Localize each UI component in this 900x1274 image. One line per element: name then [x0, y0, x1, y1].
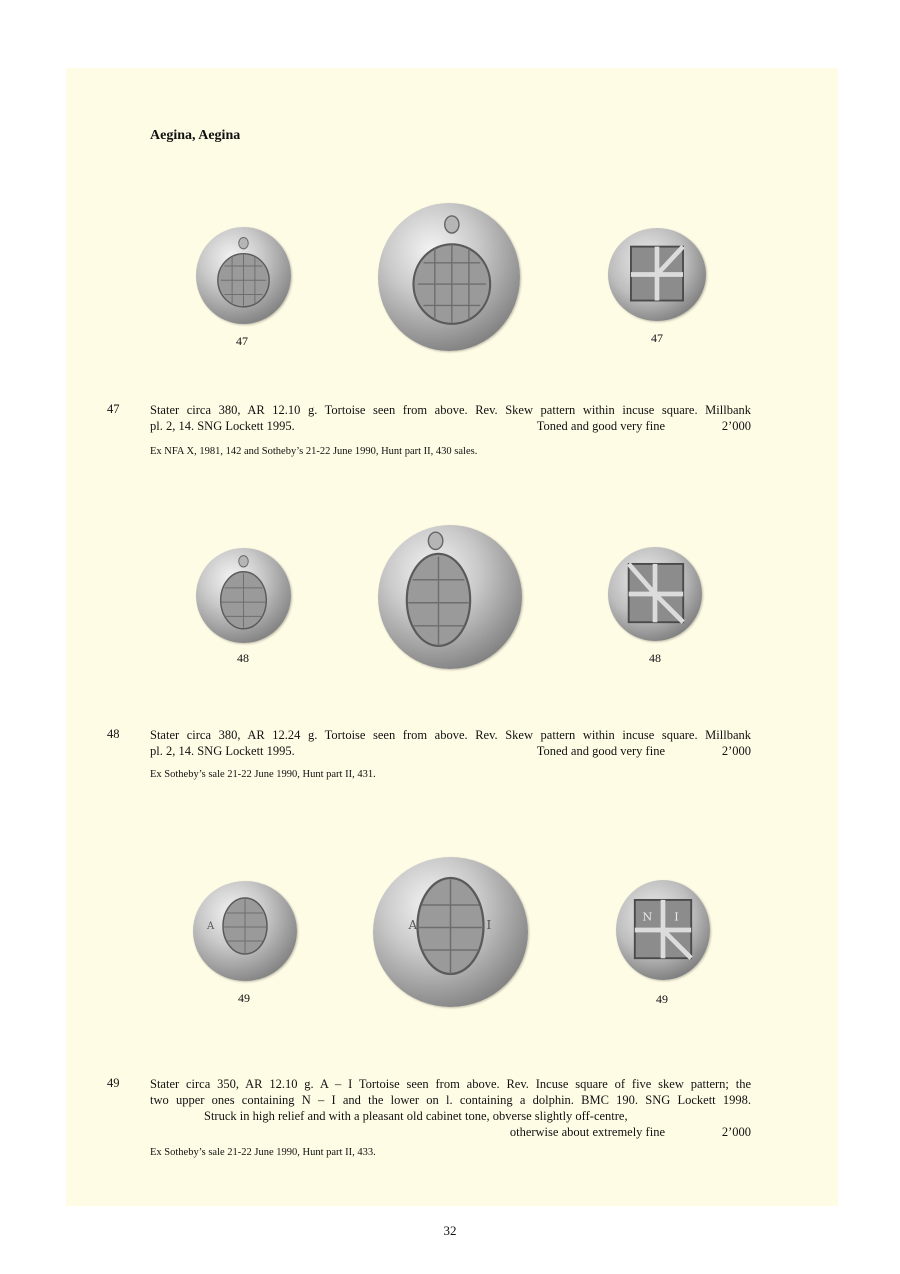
incuse-square-image [608, 547, 702, 641]
incuse-letter-n: N [642, 910, 653, 924]
coin-48-reverse [608, 547, 702, 641]
section-heading: Aegina, Aegina [150, 128, 241, 143]
price: 2’000 [721, 419, 751, 433]
lot-number: 47 [107, 402, 120, 416]
coin-47-obverse-large [378, 203, 520, 351]
lot-number: 48 [107, 727, 120, 741]
description-line: Stater circa 350, AR 12.10 g. A – I Tortoise seen from above. Rev. Incuse square of five skew pattern; the [150, 1077, 751, 1091]
description-line: two upper ones containing N – I and the lower on l. containing a dolphin. BMC 190. SNG Lockett 1998. [150, 1093, 751, 1107]
description-line [150, 418, 751, 434]
coin-letter-i: I [486, 918, 492, 932]
description-line: Struck in high relief and with a pleasant old cabinet tone, obverse slightly off-centre, [204, 1109, 628, 1123]
coin-49-obverse-large [373, 857, 528, 1007]
coin-47-obverse-small [196, 227, 291, 324]
coin-49-reverse [616, 880, 710, 980]
description-line: Stater circa 380, AR 12.10 g. Tortoise seen from above. Rev. Skew pattern within incuse square. Millbank [150, 403, 751, 417]
incuse-square-image [608, 228, 706, 321]
description-line [150, 743, 751, 759]
coin-48-obverse-large [378, 525, 522, 669]
incuse-square-image [616, 880, 710, 980]
lot-description [150, 1076, 751, 1140]
provenance: Ex Sotheby’s sale 21-22 June 1990, Hunt part II, 433. [150, 1147, 376, 1158]
coin-letter-a: A [207, 921, 215, 932]
coin-47-reverse-caption: 47 [651, 331, 663, 345]
tortoise-image [378, 203, 520, 351]
grade: otherwise about extremely fine [509, 1125, 665, 1139]
tortoise-image [378, 525, 522, 669]
tortoise-image [196, 548, 291, 643]
provenance: Ex NFA X, 1981, 142 and Sotheby’s 21-22 June 1990, Hunt part II, 430 sales. [150, 446, 478, 457]
coin-49-obverse-small [193, 881, 297, 981]
grade: Toned and good very fine [536, 744, 665, 758]
page-number: 32 [443, 1223, 457, 1238]
description-line: Stater circa 380, AR 12.24 g. Tortoise seen from above. Rev. Skew pattern within incuse square. Millbank [150, 728, 751, 742]
provenance: Ex Sotheby’s sale 21-22 June 1990, Hunt part II, 431. [150, 769, 376, 780]
tortoise-image [193, 881, 297, 981]
coin-47-reverse [608, 228, 706, 321]
description-line [150, 1124, 751, 1140]
lot-description [150, 727, 751, 759]
coin-48-obverse-small [196, 548, 291, 643]
coin-48-reverse-caption: 48 [649, 651, 661, 665]
description-text: pl. 2, 14. SNG Lockett 1995. [150, 419, 295, 433]
lot-number: 49 [107, 1076, 120, 1090]
coin-49-obverse-caption: 49 [238, 991, 250, 1005]
description-text: pl. 2, 14. SNG Lockett 1995. [150, 744, 295, 758]
lot-description [150, 402, 751, 434]
coin-48-obverse-caption: 48 [237, 651, 249, 665]
price: 2’000 [721, 1125, 751, 1139]
coin-49-reverse-caption: 49 [656, 992, 668, 1006]
coin-letter-a: A [408, 918, 418, 932]
price: 2’000 [721, 744, 751, 758]
grade: Toned and good very fine [536, 419, 665, 433]
incuse-letter-i: I [674, 910, 679, 924]
tortoise-image [196, 227, 291, 324]
coin-47-obverse-caption: 47 [236, 334, 248, 348]
tortoise-image [373, 857, 528, 1007]
